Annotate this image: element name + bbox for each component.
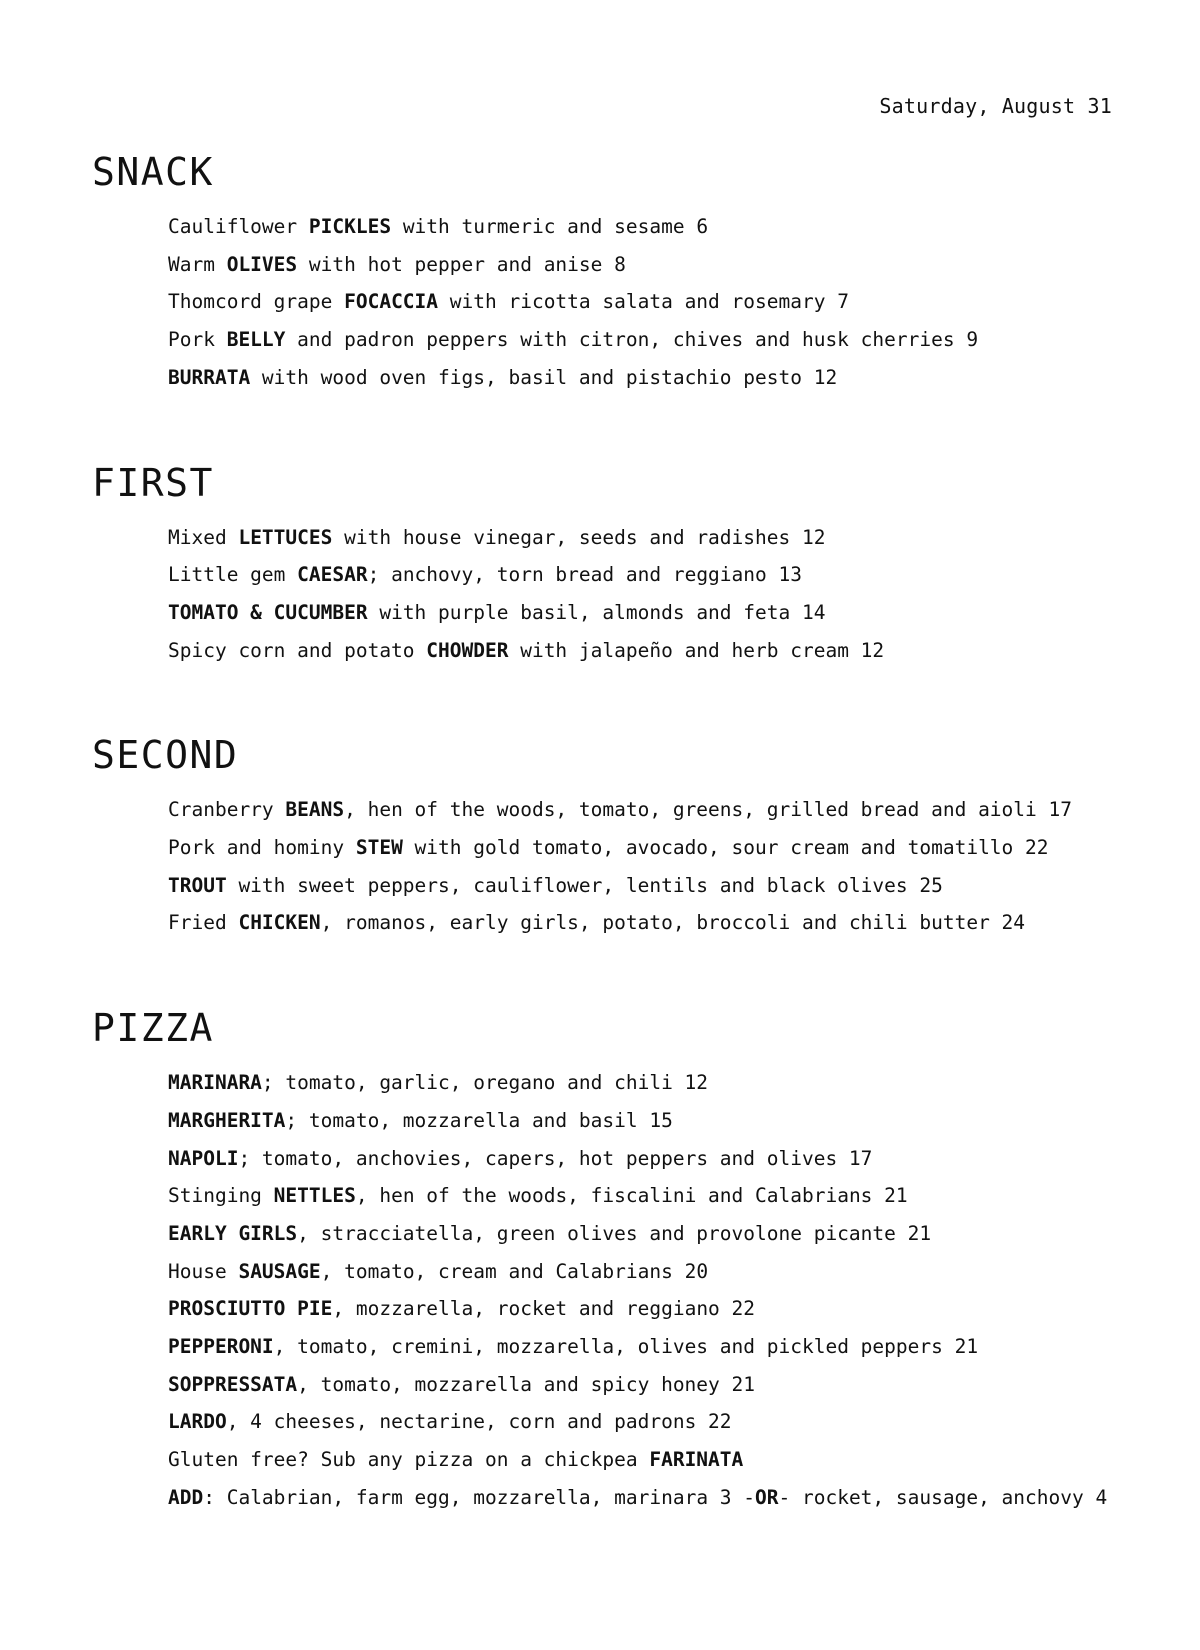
menu-item: Stinging NETTLES, hen of the woods, fiscalini and Calabrians 21 (168, 1184, 908, 1208)
section-title: PIZZA (92, 1006, 214, 1051)
menu-item: Cranberry BEANS, hen of the woods, tomato, greens, grilled bread and aioli 17 (168, 798, 1072, 822)
menu-item: House SAUSAGE, tomato, cream and Calabrians 20 (168, 1259, 709, 1283)
item-list (92, 519, 1152, 670)
item-list (92, 1064, 1152, 1516)
menu-item: TOMATO & CUCUMBER with purple basil, almonds and feta 14 (168, 600, 826, 624)
menu-item: Pork BELLY and padron peppers with citron, chives and husk cherries 9 (168, 328, 979, 352)
item-list (92, 791, 1152, 942)
menu-item: Fried CHICKEN, romanos, early girls, potato, broccoli and chili butter 24 (168, 911, 1026, 935)
menu-item: BURRATA with wood oven figs, basil and pistachio pesto 12 (168, 365, 838, 389)
section-pizza (92, 1006, 1152, 1516)
section-title: FIRST (92, 460, 214, 505)
menu-item: Little gem CAESAR; anchovy, torn bread and reggiano 13 (168, 563, 802, 587)
menu-item: MARGHERITA; tomato, mozzarella and basil 15 (168, 1108, 673, 1132)
section-snack (92, 150, 1152, 397)
menu-item: MARINARA; tomato, garlic, oregano and chili 12 (168, 1071, 709, 1095)
section-second (92, 733, 1152, 942)
section-title: SECOND (92, 733, 239, 778)
item-list (92, 208, 1152, 397)
menu-item: Warm OLIVES with hot pepper and anise 8 (168, 252, 626, 276)
menu-item: Pork and hominy STEW with gold tomato, avocado, sour cream and tomatillo 22 (168, 836, 1049, 860)
menu-item: EARLY GIRLS, stracciatella, green olives and provolone picante 21 (168, 1221, 932, 1245)
menu-item: Mixed LETTUCES with house vinegar, seeds and radishes 12 (168, 525, 826, 549)
menu-item: NAPOLI; tomato, anchovies, capers, hot peppers and olives 17 (168, 1146, 873, 1170)
menu-item-add-ons: ADD: Calabrian, farm egg, mozzarella, marinara 3 -OR- rocket, sausage, anchovy 4 (168, 1485, 1108, 1509)
menu-item: TROUT with sweet peppers, cauliflower, lentils and black olives 25 (168, 873, 943, 897)
menu-item: PEPPERONI, tomato, cremini, mozzarella, olives and pickled peppers 21 (168, 1335, 979, 1359)
section-first (92, 461, 1152, 670)
menu-item: Thomcord grape FOCACCIA with ricotta salata and rosemary 7 (168, 290, 849, 314)
menu-item: LARDO, 4 cheeses, nectarine, corn and padrons 22 (168, 1410, 732, 1434)
menu-item: Spicy corn and potato CHOWDER with jalapeño and herb cream 12 (168, 638, 885, 662)
menu-body (92, 150, 1152, 1581)
menu-item: Gluten free? Sub any pizza on a chickpea FARINATA (168, 1448, 744, 1472)
menu-item: Cauliflower PICKLES with turmeric and sesame 6 (168, 215, 709, 238)
menu-item: PROSCIUTTO PIE, mozzarella, rocket and reggiano 22 (168, 1297, 756, 1321)
menu-date: Saturday, August 31 (879, 94, 1112, 118)
menu-item: SOPPRESSATA, tomato, mozzarella and spicy honey 21 (168, 1372, 756, 1396)
section-title: SNACK (92, 150, 214, 194)
